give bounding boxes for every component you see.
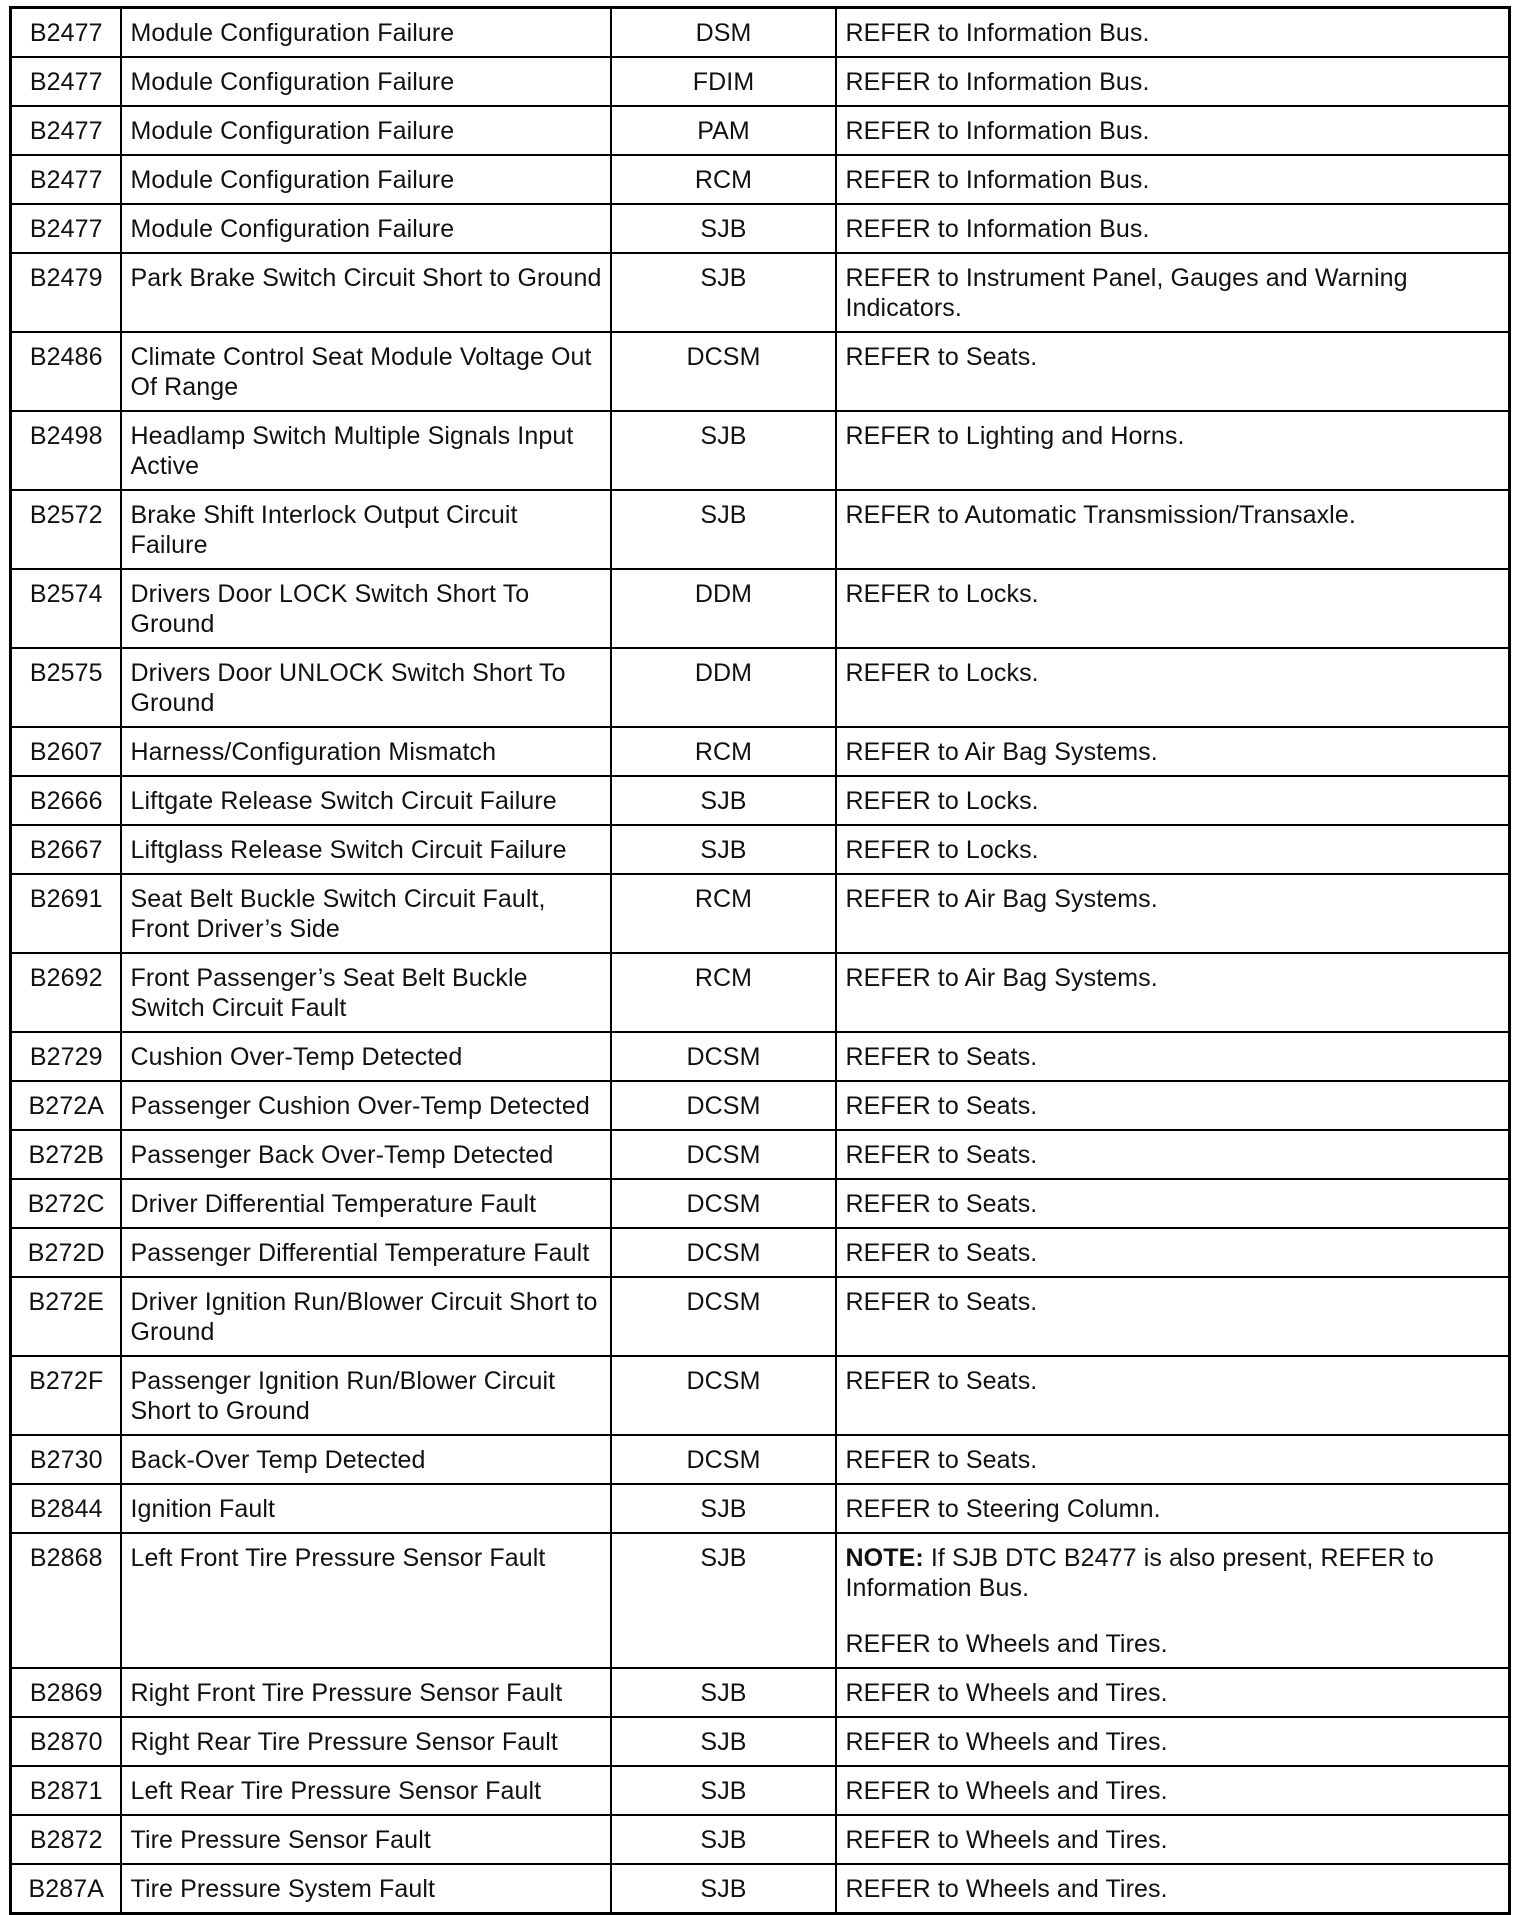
dtc-action xyxy=(836,1533,1510,1668)
dtc-module: DDM xyxy=(611,648,836,727)
dtc-code: B2871 xyxy=(11,1766,121,1815)
table-row xyxy=(11,569,1510,648)
table-row xyxy=(11,1179,1510,1228)
dtc-action xyxy=(836,569,1510,648)
dtc-description: Tire Pressure Sensor Fault xyxy=(121,1815,611,1864)
table-row xyxy=(11,411,1510,490)
dtc-module: RCM xyxy=(611,874,836,953)
table-row xyxy=(11,727,1510,776)
table-row xyxy=(11,825,1510,874)
dtc-action xyxy=(836,155,1510,204)
table-row xyxy=(11,1864,1510,1914)
dtc-code: B2730 xyxy=(11,1435,121,1484)
table-row xyxy=(11,953,1510,1032)
dtc-module: SJB xyxy=(611,1484,836,1533)
dtc-code: B2869 xyxy=(11,1668,121,1717)
note-label: NOTE: xyxy=(845,1544,924,1572)
dtc-code: B2691 xyxy=(11,874,121,953)
table-row xyxy=(11,874,1510,953)
dtc-description: Passenger Back Over-Temp Detected xyxy=(121,1130,611,1179)
dtc-module: RCM xyxy=(611,953,836,1032)
dtc-description: Liftgate Release Switch Circuit Failure xyxy=(121,776,611,825)
table-row xyxy=(11,332,1510,411)
dtc-description: Back-Over Temp Detected xyxy=(121,1435,611,1484)
dtc-description: Right Rear Tire Pressure Sensor Fault xyxy=(121,1717,611,1766)
table-row xyxy=(11,1668,1510,1717)
table-row xyxy=(11,1815,1510,1864)
dtc-table xyxy=(9,6,1511,1915)
dtc-description: Seat Belt Buckle Switch Circuit Fault, Front Driver’s Side xyxy=(121,874,611,953)
dtc-module: DCSM xyxy=(611,1081,836,1130)
dtc-action xyxy=(836,1435,1510,1484)
action-text: REFER to Air Bag Systems. xyxy=(845,738,1158,766)
dtc-description: Climate Control Seat Module Voltage Out Of Range xyxy=(121,332,611,411)
dtc-code: B2572 xyxy=(11,490,121,569)
dtc-description: Module Configuration Failure xyxy=(121,57,611,106)
dtc-description: Module Configuration Failure xyxy=(121,8,611,58)
dtc-description: Passenger Cushion Over-Temp Detected xyxy=(121,1081,611,1130)
dtc-action xyxy=(836,57,1510,106)
dtc-module: SJB xyxy=(611,411,836,490)
dtc-module: RCM xyxy=(611,727,836,776)
action-text: REFER to Air Bag Systems. xyxy=(845,885,1158,913)
dtc-module: SJB xyxy=(611,490,836,569)
action-text: REFER to Information Bus. xyxy=(845,117,1150,145)
dtc-code: B272C xyxy=(11,1179,121,1228)
dtc-code: B2868 xyxy=(11,1533,121,1668)
table-row xyxy=(11,57,1510,106)
dtc-module: DCSM xyxy=(611,1179,836,1228)
dtc-action xyxy=(836,1130,1510,1179)
dtc-code: B272D xyxy=(11,1228,121,1277)
dtc-code: B2872 xyxy=(11,1815,121,1864)
action-text: REFER to Locks. xyxy=(845,836,1039,864)
dtc-module: SJB xyxy=(611,1717,836,1766)
dtc-description: Brake Shift Interlock Output Circuit Failure xyxy=(121,490,611,569)
action-text: REFER to Seats. xyxy=(845,1141,1038,1169)
dtc-action xyxy=(836,1277,1510,1356)
action-text: REFER to Information Bus. xyxy=(845,215,1150,243)
dtc-code: B2692 xyxy=(11,953,121,1032)
dtc-description: Module Configuration Failure xyxy=(121,204,611,253)
action-text: REFER to Seats. xyxy=(845,1092,1038,1120)
dtc-description: Park Brake Switch Circuit Short to Ground xyxy=(121,253,611,332)
dtc-action xyxy=(836,1766,1510,1815)
dtc-action xyxy=(836,825,1510,874)
dtc-action xyxy=(836,1081,1510,1130)
dtc-description: Liftglass Release Switch Circuit Failure xyxy=(121,825,611,874)
table-row xyxy=(11,1766,1510,1815)
table-row xyxy=(11,1032,1510,1081)
dtc-code: B2667 xyxy=(11,825,121,874)
dtc-code: B2729 xyxy=(11,1032,121,1081)
table-row xyxy=(11,1356,1510,1435)
dtc-action xyxy=(836,204,1510,253)
table-row xyxy=(11,155,1510,204)
table-row xyxy=(11,1228,1510,1277)
dtc-code: B272A xyxy=(11,1081,121,1130)
dtc-description: Passenger Differential Temperature Fault xyxy=(121,1228,611,1277)
action-text: REFER to Information Bus. xyxy=(845,19,1150,47)
dtc-code: B2870 xyxy=(11,1717,121,1766)
dtc-module: DCSM xyxy=(611,1032,836,1081)
action-text: REFER to Wheels and Tires. xyxy=(845,1875,1168,1903)
action-text: REFER to Wheels and Tires. xyxy=(845,1777,1168,1805)
table-row xyxy=(11,253,1510,332)
dtc-module: DSM xyxy=(611,8,836,58)
dtc-code: B2477 xyxy=(11,8,121,58)
dtc-code: B2477 xyxy=(11,106,121,155)
action-text: REFER to Seats. xyxy=(845,343,1038,371)
dtc-action xyxy=(836,106,1510,155)
dtc-code: B2844 xyxy=(11,1484,121,1533)
dtc-description: Cushion Over-Temp Detected xyxy=(121,1032,611,1081)
dtc-action xyxy=(836,727,1510,776)
dtc-module: DDM xyxy=(611,569,836,648)
action-text: REFER to Wheels and Tires. xyxy=(845,1630,1168,1658)
table-row xyxy=(11,1717,1510,1766)
dtc-description: Drivers Door UNLOCK Switch Short To Ground xyxy=(121,648,611,727)
dtc-table-body xyxy=(11,8,1510,1914)
table-row xyxy=(11,1484,1510,1533)
table-row xyxy=(11,776,1510,825)
dtc-module: DCSM xyxy=(611,1130,836,1179)
action-text: REFER to Seats. xyxy=(845,1239,1038,1267)
dtc-module: RCM xyxy=(611,155,836,204)
dtc-module: SJB xyxy=(611,1668,836,1717)
dtc-module: SJB xyxy=(611,1766,836,1815)
paragraph-gap xyxy=(846,1603,1501,1629)
dtc-code: B2574 xyxy=(11,569,121,648)
dtc-module: SJB xyxy=(611,253,836,332)
table-row xyxy=(11,1130,1510,1179)
dtc-module: DCSM xyxy=(611,332,836,411)
dtc-code: B2575 xyxy=(11,648,121,727)
action-text: REFER to Seats. xyxy=(845,1367,1038,1395)
dtc-module: SJB xyxy=(611,204,836,253)
action-text: REFER to Lighting and Horns. xyxy=(845,422,1185,450)
action-text: REFER to Seats. xyxy=(845,1190,1038,1218)
dtc-code: B287A xyxy=(11,1864,121,1914)
table-row xyxy=(11,648,1510,727)
dtc-module: SJB xyxy=(611,1533,836,1668)
action-text: REFER to Locks. xyxy=(845,787,1039,815)
action-text: REFER to Locks. xyxy=(845,580,1039,608)
dtc-action xyxy=(836,1815,1510,1864)
dtc-description: Passenger Ignition Run/Blower Circuit Short to Ground xyxy=(121,1356,611,1435)
action-text: REFER to Locks. xyxy=(845,659,1039,687)
dtc-action xyxy=(836,776,1510,825)
action-text: REFER to Information Bus. xyxy=(845,68,1150,96)
dtc-module: DCSM xyxy=(611,1356,836,1435)
note-paragraph xyxy=(846,1543,1501,1603)
dtc-action xyxy=(836,874,1510,953)
action-text: REFER to Wheels and Tires. xyxy=(845,1679,1168,1707)
table-row xyxy=(11,1277,1510,1356)
dtc-description: Module Configuration Failure xyxy=(121,155,611,204)
dtc-action xyxy=(836,648,1510,727)
dtc-action xyxy=(836,1032,1510,1081)
dtc-description: Left Front Tire Pressure Sensor Fault xyxy=(121,1533,611,1668)
action-text: REFER to Steering Column. xyxy=(845,1495,1161,1523)
table-row xyxy=(11,1533,1510,1668)
dtc-module: SJB xyxy=(611,1815,836,1864)
table-row xyxy=(11,1435,1510,1484)
note-text: If SJB DTC B2477 is also present, REFER to Information Bus. xyxy=(845,1544,1434,1602)
dtc-module: PAM xyxy=(611,106,836,155)
dtc-code: B2477 xyxy=(11,57,121,106)
dtc-description: Driver Differential Temperature Fault xyxy=(121,1179,611,1228)
action-text: REFER to Seats. xyxy=(845,1446,1038,1474)
dtc-action xyxy=(836,490,1510,569)
table-row xyxy=(11,490,1510,569)
dtc-code: B272F xyxy=(11,1356,121,1435)
dtc-description: Module Configuration Failure xyxy=(121,106,611,155)
dtc-code: B2607 xyxy=(11,727,121,776)
dtc-code: B272B xyxy=(11,1130,121,1179)
action-text: REFER to Wheels and Tires. xyxy=(845,1728,1168,1756)
action-text: REFER to Information Bus. xyxy=(845,166,1150,194)
dtc-module: DCSM xyxy=(611,1277,836,1356)
action-text: REFER to Air Bag Systems. xyxy=(845,964,1158,992)
table-row xyxy=(11,204,1510,253)
dtc-action xyxy=(836,8,1510,58)
dtc-code: B2498 xyxy=(11,411,121,490)
dtc-action xyxy=(836,332,1510,411)
dtc-action xyxy=(836,1228,1510,1277)
dtc-action xyxy=(836,1484,1510,1533)
dtc-action xyxy=(836,1864,1510,1914)
dtc-code: B2479 xyxy=(11,253,121,332)
dtc-description: Headlamp Switch Multiple Signals Input Active xyxy=(121,411,611,490)
dtc-code: B2477 xyxy=(11,204,121,253)
action-text: REFER to Wheels and Tires. xyxy=(845,1826,1168,1854)
dtc-code: B272E xyxy=(11,1277,121,1356)
dtc-action xyxy=(836,1356,1510,1435)
dtc-code: B2666 xyxy=(11,776,121,825)
dtc-module: SJB xyxy=(611,825,836,874)
dtc-code: B2477 xyxy=(11,155,121,204)
dtc-description: Ignition Fault xyxy=(121,1484,611,1533)
dtc-action xyxy=(836,1668,1510,1717)
dtc-module: SJB xyxy=(611,776,836,825)
dtc-description: Tire Pressure System Fault xyxy=(121,1864,611,1914)
dtc-action xyxy=(836,953,1510,1032)
action-text: REFER to Automatic Transmission/Transaxle. xyxy=(845,501,1356,529)
table-row xyxy=(11,1081,1510,1130)
dtc-module: DCSM xyxy=(611,1228,836,1277)
dtc-description: Front Passenger’s Seat Belt Buckle Switch Circuit Fault xyxy=(121,953,611,1032)
dtc-description: Left Rear Tire Pressure Sensor Fault xyxy=(121,1766,611,1815)
dtc-action xyxy=(836,1717,1510,1766)
action-text: REFER to Seats. xyxy=(845,1288,1038,1316)
action-text: REFER to Instrument Panel, Gauges and Warning Indicators. xyxy=(845,264,1408,322)
dtc-action xyxy=(836,411,1510,490)
action-text: REFER to Seats. xyxy=(845,1043,1038,1071)
dtc-description: Harness/Configuration Mismatch xyxy=(121,727,611,776)
dtc-module: DCSM xyxy=(611,1435,836,1484)
dtc-module: SJB xyxy=(611,1864,836,1914)
dtc-action xyxy=(836,1179,1510,1228)
dtc-module: FDIM xyxy=(611,57,836,106)
dtc-description: Drivers Door LOCK Switch Short To Ground xyxy=(121,569,611,648)
dtc-description: Driver Ignition Run/Blower Circuit Short to Ground xyxy=(121,1277,611,1356)
dtc-description: Right Front Tire Pressure Sensor Fault xyxy=(121,1668,611,1717)
dtc-code: B2486 xyxy=(11,332,121,411)
table-row xyxy=(11,106,1510,155)
dtc-action xyxy=(836,253,1510,332)
table-row xyxy=(11,8,1510,58)
